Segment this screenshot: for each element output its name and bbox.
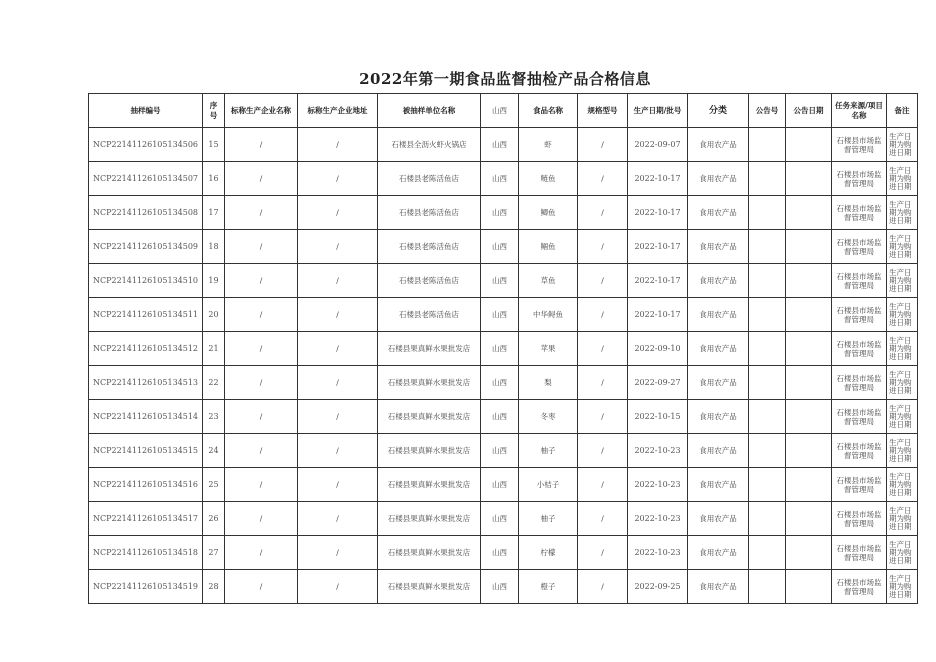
cell-code: NCP22141126105134514 [89,400,203,434]
cell-date: 2022-09-25 [628,570,688,604]
table-row [89,502,918,536]
cell-notice-date [786,196,832,230]
cell-sampled-unit: 石楼县老陈活鱼店 [378,196,481,230]
cell-mfr-name: / [225,434,298,468]
cell-remark: 生产日期为购进日期 [887,536,918,570]
cell-category: 食用农产品 [688,366,749,400]
cell-remark: 生产日期为购进日期 [887,196,918,230]
table-body [89,128,918,604]
cell-code: NCP22141126105134518 [89,536,203,570]
cell-province: 山西 [481,400,519,434]
cell-notice-date [786,230,832,264]
cell-date: 2022-10-23 [628,536,688,570]
cell-date: 2022-09-27 [628,366,688,400]
col-header-notice-date: 公告日期 [786,94,832,128]
cell-remark: 生产日期为购进日期 [887,434,918,468]
cell-category: 食用农产品 [688,162,749,196]
cell-code: NCP22141126105134507 [89,162,203,196]
cell-code: NCP22141126105134508 [89,196,203,230]
cell-code: NCP22141126105134519 [89,570,203,604]
cell-task-source: 石楼县市场监督管理局 [832,264,887,298]
cell-mfr-addr: / [298,434,378,468]
table-row [89,230,918,264]
cell-mfr-addr: / [298,298,378,332]
cell-food: 柚子 [519,434,578,468]
col-header-code: 抽样编号 [89,94,203,128]
cell-category: 食用农产品 [688,264,749,298]
cell-food: 鲢鱼 [519,162,578,196]
cell-code: NCP22141126105134515 [89,434,203,468]
cell-mfr-addr: / [298,366,378,400]
cell-spec: / [578,162,628,196]
cell-remark: 生产日期为购进日期 [887,570,918,604]
cell-notice-date [786,570,832,604]
cell-mfr-name: / [225,366,298,400]
cell-spec: / [578,264,628,298]
cell-remark: 生产日期为购进日期 [887,230,918,264]
cell-notice-no [749,196,786,230]
cell-remark: 生产日期为购进日期 [887,400,918,434]
cell-date: 2022-09-10 [628,332,688,366]
cell-food: 中华鲟鱼 [519,298,578,332]
col-header-sampled-unit: 被抽样单位名称 [378,94,481,128]
cell-task-source: 石楼县市场监督管理局 [832,332,887,366]
cell-mfr-addr: / [298,400,378,434]
cell-spec: / [578,332,628,366]
cell-task-source: 石楼县市场监督管理局 [832,230,887,264]
cell-spec: / [578,400,628,434]
cell-remark: 生产日期为购进日期 [887,468,918,502]
cell-province: 山西 [481,332,519,366]
cell-sampled-unit: 石楼县老陈活鱼店 [378,298,481,332]
cell-notice-no [749,536,786,570]
cell-mfr-name: / [225,230,298,264]
col-header-category: 分类 [688,94,749,128]
table-row [89,366,918,400]
cell-mfr-addr: / [298,264,378,298]
cell-seq: 24 [203,434,225,468]
cell-notice-date [786,332,832,366]
page-title: 2022年第一期食品监督抽检产品合格信息 [359,70,651,88]
cell-sampled-unit: 石楼县果真鲜水果批发店 [378,468,481,502]
cell-food: 草鱼 [519,264,578,298]
cell-spec: / [578,468,628,502]
cell-remark: 生产日期为购进日期 [887,264,918,298]
cell-category: 食用农产品 [688,570,749,604]
table-header-row [89,94,918,128]
cell-sampled-unit: 石楼县果真鲜水果批发店 [378,400,481,434]
cell-province: 山西 [481,298,519,332]
cell-food: 梨 [519,366,578,400]
cell-food: 鲴鱼 [519,230,578,264]
cell-province: 山西 [481,434,519,468]
table-row [89,196,918,230]
cell-mfr-name: / [225,196,298,230]
cell-sampled-unit: 石楼县老陈活鱼店 [378,230,481,264]
cell-sampled-unit: 石楼县果真鲜水果批发店 [378,502,481,536]
cell-food: 柠檬 [519,536,578,570]
cell-category: 食用农产品 [688,400,749,434]
cell-spec: / [578,570,628,604]
col-header-spec: 规格型号 [578,94,628,128]
cell-task-source: 石楼县市场监督管理局 [832,434,887,468]
cell-remark: 生产日期为购进日期 [887,128,918,162]
cell-seq: 27 [203,536,225,570]
cell-task-source: 石楼县市场监督管理局 [832,298,887,332]
col-header-mfr-name: 标称生产企业名称 [225,94,298,128]
cell-notice-no [749,400,786,434]
cell-sampled-unit: 石楼县老陈活鱼店 [378,264,481,298]
cell-date: 2022-10-23 [628,502,688,536]
cell-spec: / [578,196,628,230]
cell-category: 食用农产品 [688,434,749,468]
cell-spec: / [578,366,628,400]
col-header-mfr-addr: 标称生产企业地址 [298,94,378,128]
cell-task-source: 石楼县市场监督管理局 [832,570,887,604]
cell-mfr-name: / [225,536,298,570]
col-header-seq: 序号 [203,94,225,128]
cell-seq: 22 [203,366,225,400]
cell-notice-no [749,502,786,536]
cell-code: NCP22141126105134512 [89,332,203,366]
table-row [89,570,918,604]
cell-food: 苹果 [519,332,578,366]
cell-notice-date [786,162,832,196]
cell-food: 冬枣 [519,400,578,434]
cell-notice-no [749,468,786,502]
cell-category: 食用农产品 [688,332,749,366]
cell-code: NCP22141126105134516 [89,468,203,502]
cell-seq: 25 [203,468,225,502]
cell-province: 山西 [481,264,519,298]
cell-province: 山西 [481,196,519,230]
cell-category: 食用农产品 [688,196,749,230]
cell-notice-no [749,366,786,400]
cell-notice-no [749,230,786,264]
cell-notice-date [786,400,832,434]
cell-notice-date [786,128,832,162]
table-row [89,264,918,298]
col-header-notice-no: 公告号 [749,94,786,128]
cell-mfr-name: / [225,264,298,298]
cell-sampled-unit: 石楼县果真鲜水果批发店 [378,570,481,604]
cell-food: 小桔子 [519,468,578,502]
cell-food: 橙子 [519,570,578,604]
cell-date: 2022-10-23 [628,434,688,468]
cell-mfr-name: / [225,128,298,162]
cell-mfr-addr: / [298,468,378,502]
cell-province: 山西 [481,128,519,162]
cell-notice-no [749,162,786,196]
cell-mfr-addr: / [298,536,378,570]
cell-mfr-addr: / [298,196,378,230]
cell-province: 山西 [481,366,519,400]
cell-seq: 16 [203,162,225,196]
cell-notice-date [786,366,832,400]
cell-province: 山西 [481,162,519,196]
cell-province: 山西 [481,536,519,570]
cell-seq: 23 [203,400,225,434]
cell-code: NCP22141126105134517 [89,502,203,536]
cell-task-source: 石楼县市场监督管理局 [832,196,887,230]
cell-spec: / [578,128,628,162]
cell-spec: / [578,434,628,468]
cell-seq: 26 [203,502,225,536]
table-row [89,400,918,434]
table-row [89,298,918,332]
cell-notice-date [786,264,832,298]
col-header-date: 生产日期/批号 [628,94,688,128]
cell-notice-date [786,298,832,332]
table-row [89,128,918,162]
cell-sampled-unit: 石楼县老陈活鱼店 [378,162,481,196]
cell-mfr-name: / [225,502,298,536]
cell-task-source: 石楼县市场监督管理局 [832,468,887,502]
cell-notice-date [786,536,832,570]
cell-notice-no [749,128,786,162]
cell-notice-date [786,468,832,502]
cell-province: 山西 [481,230,519,264]
cell-sampled-unit: 石楼县全沥火虾火锅店 [378,128,481,162]
cell-seq: 15 [203,128,225,162]
cell-seq: 28 [203,570,225,604]
cell-remark: 生产日期为购进日期 [887,162,918,196]
cell-date: 2022-10-17 [628,298,688,332]
cell-remark: 生产日期为购进日期 [887,502,918,536]
cell-remark: 生产日期为购进日期 [887,298,918,332]
cell-notice-date [786,502,832,536]
cell-category: 食用农产品 [688,128,749,162]
cell-notice-no [749,570,786,604]
cell-spec: / [578,230,628,264]
cell-task-source: 石楼县市场监督管理局 [832,128,887,162]
col-header-province: 山西 [481,94,519,128]
cell-seq: 20 [203,298,225,332]
cell-notice-no [749,264,786,298]
cell-notice-no [749,298,786,332]
cell-province: 山西 [481,502,519,536]
cell-seq: 18 [203,230,225,264]
cell-remark: 生产日期为购进日期 [887,332,918,366]
cell-task-source: 石楼县市场监督管理局 [832,366,887,400]
cell-notice-no [749,434,786,468]
cell-food: 鲫鱼 [519,196,578,230]
cell-sampled-unit: 石楼县果真鲜水果批发店 [378,332,481,366]
cell-date: 2022-10-17 [628,264,688,298]
cell-mfr-addr: / [298,502,378,536]
cell-date: 2022-10-17 [628,230,688,264]
cell-task-source: 石楼县市场监督管理局 [832,536,887,570]
cell-spec: / [578,502,628,536]
cell-mfr-name: / [225,468,298,502]
col-header-task-source: 任务来源/项目名称 [832,94,887,128]
cell-category: 食用农产品 [688,230,749,264]
table-row [89,536,918,570]
cell-code: NCP22141126105134510 [89,264,203,298]
cell-notice-no [749,332,786,366]
table-row [89,434,918,468]
cell-mfr-addr: / [298,230,378,264]
cell-sampled-unit: 石楼县果真鲜水果批发店 [378,366,481,400]
cell-date: 2022-09-07 [628,128,688,162]
cell-food: 柚子 [519,502,578,536]
cell-seq: 19 [203,264,225,298]
cell-seq: 17 [203,196,225,230]
cell-category: 食用农产品 [688,502,749,536]
cell-mfr-name: / [225,332,298,366]
cell-mfr-name: / [225,298,298,332]
cell-seq: 21 [203,332,225,366]
cell-mfr-addr: / [298,162,378,196]
cell-mfr-addr: / [298,128,378,162]
cell-mfr-addr: / [298,332,378,366]
cell-mfr-name: / [225,162,298,196]
table-row [89,332,918,366]
cell-task-source: 石楼县市场监督管理局 [832,400,887,434]
table-row [89,162,918,196]
cell-mfr-name: / [225,400,298,434]
cell-notice-date [786,434,832,468]
cell-code: NCP22141126105134513 [89,366,203,400]
cell-date: 2022-10-23 [628,468,688,502]
cell-date: 2022-10-17 [628,162,688,196]
cell-code: NCP22141126105134509 [89,230,203,264]
cell-sampled-unit: 石楼县果真鲜水果批发店 [378,536,481,570]
table-row [89,468,918,502]
cell-task-source: 石楼县市场监督管理局 [832,162,887,196]
cell-sampled-unit: 石楼县果真鲜水果批发店 [378,434,481,468]
cell-date: 2022-10-15 [628,400,688,434]
cell-province: 山西 [481,468,519,502]
cell-code: NCP22141126105134506 [89,128,203,162]
cell-code: NCP22141126105134511 [89,298,203,332]
col-header-remark: 备注 [887,94,918,128]
cell-mfr-addr: / [298,570,378,604]
col-header-food: 食品名称 [519,94,578,128]
cell-food: 虾 [519,128,578,162]
cell-spec: / [578,536,628,570]
cell-date: 2022-10-17 [628,196,688,230]
cell-category: 食用农产品 [688,468,749,502]
cell-province: 山西 [481,570,519,604]
cell-spec: / [578,298,628,332]
cell-category: 食用农产品 [688,536,749,570]
cell-task-source: 石楼县市场监督管理局 [832,502,887,536]
cell-category: 食用农产品 [688,298,749,332]
cell-mfr-name: / [225,570,298,604]
cell-remark: 生产日期为购进日期 [887,366,918,400]
inspection-table [88,93,918,604]
